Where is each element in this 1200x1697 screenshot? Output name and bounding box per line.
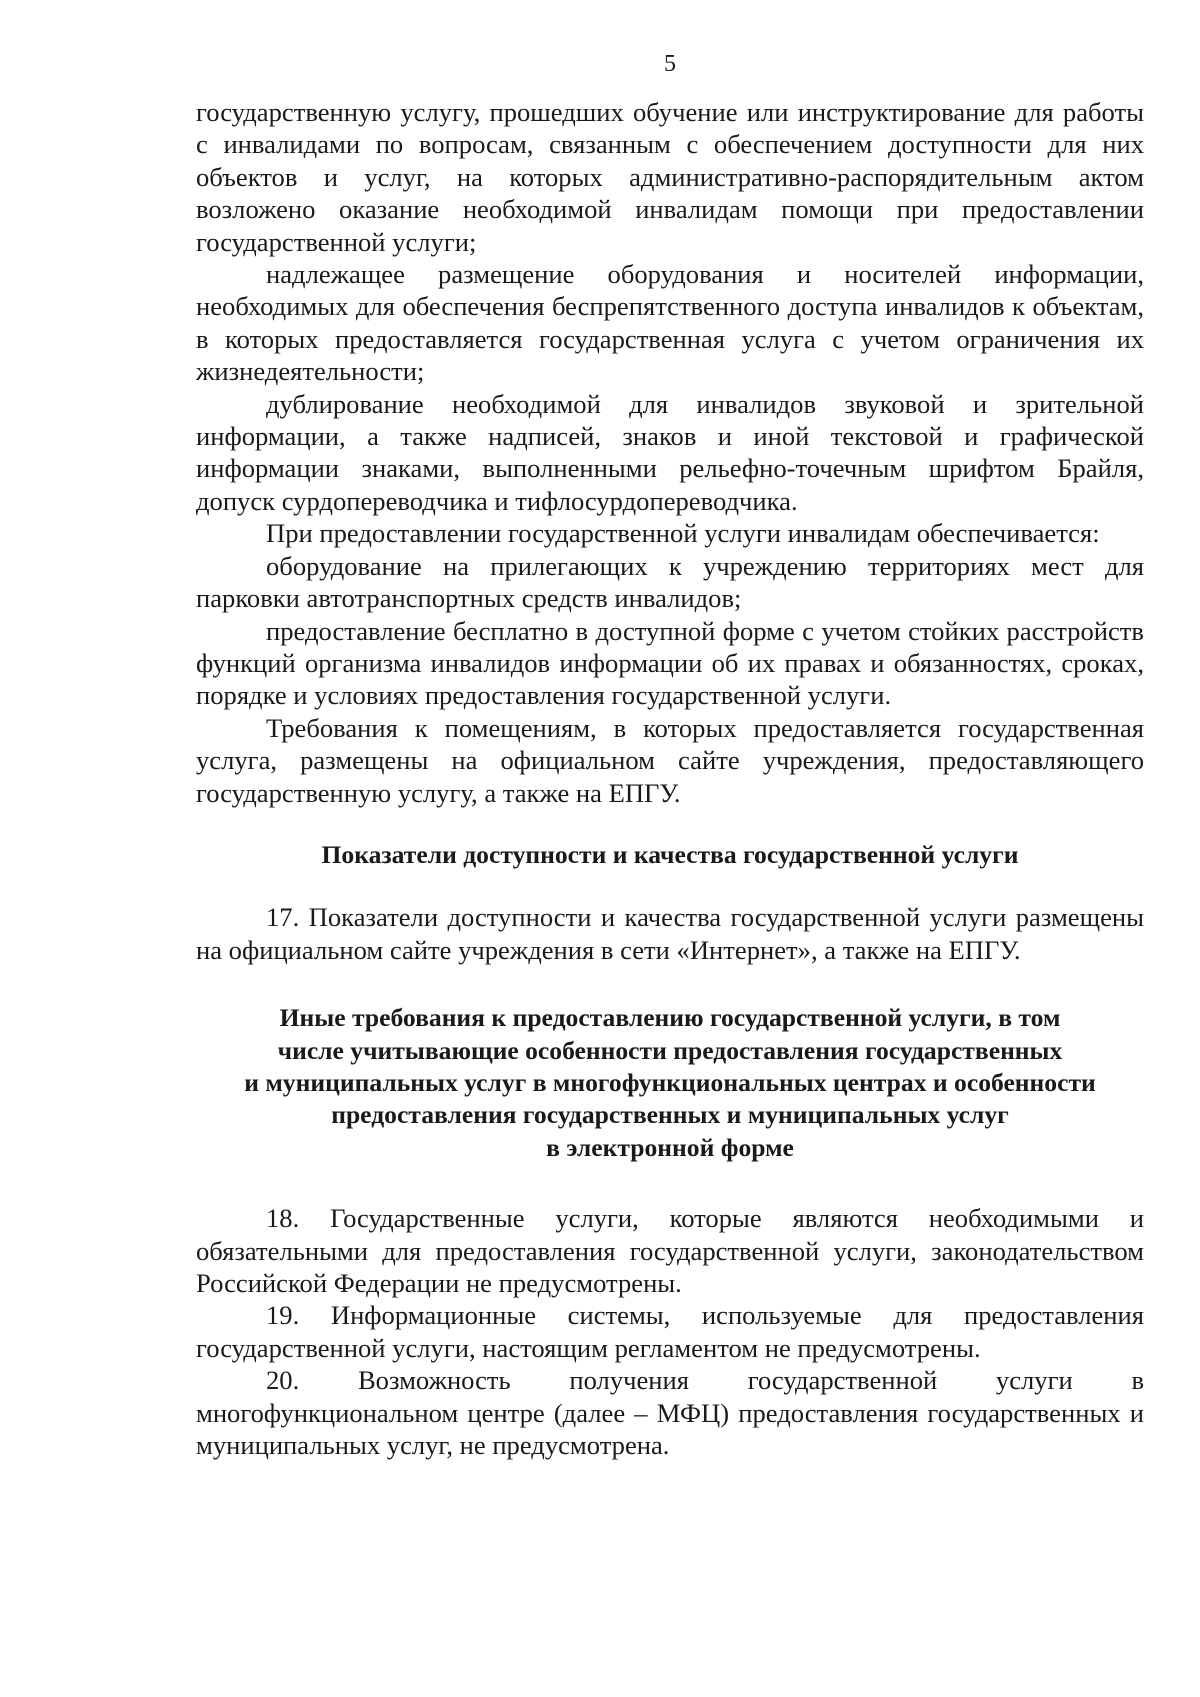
heading-line: числе учитывающие особенности предоставления государственных [277, 1035, 1063, 1065]
heading-line: и муниципальных услуг в многофункциональных центрах и особенности [244, 1067, 1096, 1097]
paragraph-18: 18. Государственные услуги, которые являются необходимыми и обязательными для предоставления государственной услуги, законодательством Российской Федерации не предусмотрены. [196, 1203, 1144, 1298]
section-heading-accessibility-indicators: Показатели доступности и качества государственной услуги [321, 839, 1019, 869]
section-heading-other-requirements [196, 1002, 1144, 1164]
paragraph: Требования к помещениям, в которых предоставляется государственная услуга, размещены на официальном сайте учреждения, предоставляющего государственную услугу, а также на ЕПГУ. [196, 712, 1144, 808]
paragraph: надлежащее размещение оборудования и носителей информации, необходимых для обеспечения беспрепятственного доступа инвалидов к объектам, в которых предоставляется государственная услуга с учетом ограничения их жизнедеятельности; [196, 259, 1144, 387]
document-page [196, 50, 1144, 1461]
heading-line: предоставления государственных и муниципальных услуг [331, 1100, 1009, 1130]
paragraph-20: 20. Возможность получения государственной услуги в многофункциональном центре (далее – МФЦ) предоставления государственных и муниципальных услуг, не предусмотрена. [196, 1365, 1144, 1461]
paragraph: государственную услугу, прошедших обучение или инструктирование для работы с инвалидами по вопросам, связанным с обеспечением доступности для них объектов и услуг, на которых административно-распорядительным актом возложено оказание необходимой инвалидам помощи при предоставлении государственной услуги; [196, 97, 1144, 257]
heading-line: в электронной форме [546, 1132, 794, 1162]
paragraph-19: 19. Информационные системы, используемые для предоставления государственной услуги, настоящим регламентом не предусмотрены. [196, 1300, 1144, 1363]
paragraph: дублирование необходимой для инвалидов звуковой и зрительной информации, а также надписей, знаков и иной текстовой и графической информации знаками, выполненными рельефно-точечным шрифтом Брайля, допуск сурдопереводчика и тифлосурдопереводчика. [196, 388, 1144, 516]
section-accessibility-requirements [196, 96, 1144, 809]
paragraph: оборудование на прилегающих к учреждению территориях мест для парковки автотранспортных средств инвалидов; [196, 550, 1144, 614]
paragraph: предоставление бесплатно в доступной форме с учетом стойких расстройств функций организма инвалидов информации об их правах и обязанностях, сроках, порядке и условиях предоставления государственной услуги. [196, 615, 1144, 711]
page-number: 5 [664, 51, 676, 77]
paragraph: При предоставлении государственной услуги инвалидам обеспечивается: [266, 518, 1100, 549]
paragraph-17: 17. Показатели доступности и качества государственной услуги размещены на официальном сайте учреждения в сети «Интернет», а также на ЕПГУ. [196, 902, 1144, 965]
heading-line: Иные требования к предоставлению государственной услуги, в том [279, 1003, 1061, 1033]
